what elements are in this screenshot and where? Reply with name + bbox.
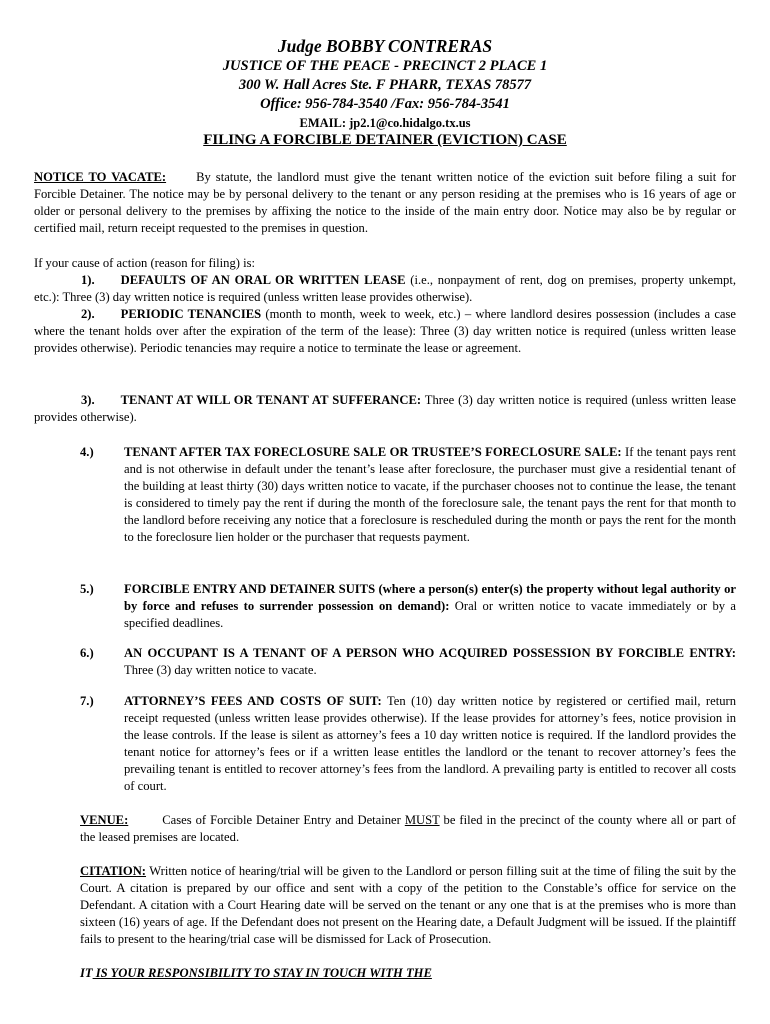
- cause-text: Oral or written notice to vacate immediately or by a specified deadlines.: [124, 599, 737, 631]
- cause-item: [124, 645, 736, 679]
- court-email: EMAIL: jp2.1@co.hidalgo.tx.us: [299, 116, 471, 130]
- court-phones: Office: 956-784-3540 /Fax: 956-784-3541: [260, 96, 510, 112]
- cause-item: [34, 392, 736, 426]
- citation-label: CITATION:: [80, 864, 147, 878]
- notice-label: NOTICE TO VACATE:: [34, 170, 167, 184]
- cause-number: 7.): [80, 694, 94, 708]
- cause-number: 6.): [80, 646, 94, 660]
- cause-item: [34, 272, 736, 306]
- cause-text: (month to month, week to week, etc.) – where landlord desires possession (includes a case where the tenant holds over after the expiration of the term of the lease): Three (3) day written notice is required (unless written lease provides otherwise). Periodic tenancies may require a notice to terminate the lease or agreement.: [34, 307, 736, 356]
- venue-text-end: be filed in the precinct of the county where all or part of the leased premises are located.: [80, 813, 736, 845]
- court-name: JUSTICE OF THE PEACE - PRECINCT 2 PLACE 1: [222, 58, 548, 74]
- responsibility-line: [80, 965, 736, 982]
- responsibility-text: IS YOUR RESPONSIBILITY TO STAY IN TOUCH WITH THE: [92, 966, 432, 980]
- cause-number: 3).: [81, 393, 95, 407]
- cause-title: TENANT AT WILL OR TENANT AT SUFFERANCE:: [120, 393, 422, 407]
- citation-paragraph: [80, 863, 736, 948]
- notice-paragraph: [34, 169, 736, 237]
- cause-intro: If your cause of action (reason for filing) is:: [34, 256, 256, 270]
- cause-text: If the tenant pays rent and is not otherwise in default under the tenant’s lease after foreclosure, the purchaser must give a residential tenant of the building at least thirty (30) days written notice to vacate, if the purchaser chooses not to continue the lease, the tenant is considered to timely pay the rent if during the month of the foreclosure sale, the tenant pays the rent for that month to the landlord before receiving any notice that a foreclosure is rescheduled during the month or pays the rent for the month to the foreclosure lien holder or the purchaser that requests payment.: [124, 445, 736, 545]
- cause-text: Ten (10) day written notice by registered or certified mail, return receipt requested (unless written lease provides otherwise). If the lease provides for attorney’s fees, notice provision in the lease controls. If the lease is silent as attorney’s fees a 10 day written notice is required. If the landlord provides the tenant notice for attorney’s fees or if a written lease entitles the landlord or the tenant to recover attorney’s fees the prevailing tenant is entitled to recover attorney’s fees from the landlord. A prevailing party is entitled to recover all costs of court.: [124, 694, 737, 794]
- venue-paragraph: [80, 812, 736, 846]
- cause-item: [124, 581, 736, 632]
- cause-number: 4.): [80, 445, 94, 459]
- venue-text: Cases of Forcible Detainer Entry and Detainer: [162, 813, 405, 827]
- cause-text: Three (3) day written notice is required (unless written lease provides otherwise).: [34, 393, 736, 425]
- cause-text: Three (3) day written notice to vacate.: [124, 663, 317, 678]
- cause-title: FORCIBLE ENTRY AND DETAINER SUITS (where a person(s) enter(s) the property without legal authority or by force and refuses to surrender possession on demand):: [124, 582, 736, 614]
- cause-item: [124, 693, 736, 796]
- notice-text: By statute, the landlord must give the tenant written notice of the eviction suit before filing a suit for Forcible Detainer. The notice may be by personal delivery to the tenant or any person residing at the premises who is 16 years of age or older or personal delivery to the premises by affixing the notice to the inside of the main entry door. Notice may also be by regular or certified mail, return receipt requested to the premises in question.: [34, 170, 737, 236]
- judge-name: Judge BOBBY CONTRERAS: [277, 36, 493, 56]
- citation-text: Written notice of hearing/trial will be given to the Landlord or person filling suit at the time of filing the suit by the Court. A citation is prepared by our office and sent with a copy of the petition to the Constable’s office for service on the Defendant. A citation with a Court Hearing date will be served on the tenant or any one that is at the premises who is more than sixteen (16) years of age. If the Defendant does not present on the Hearing date, a Default Judgment will be issued. If the plaintiff fails to present to the hearing/trial case will be dismissed for Lack of Prosecution.: [80, 864, 736, 947]
- cause-title: TENANT AFTER TAX FORECLOSURE SALE OR TRUSTEE’S FORECLOSURE SALE:: [124, 445, 622, 459]
- cause-title: DEFAULTS OF AN ORAL OR WRITTEN LEASE: [120, 273, 406, 287]
- court-address: 300 W. Hall Acres Ste. F PHARR, TEXAS 78577: [238, 77, 532, 93]
- cause-item: [34, 306, 736, 357]
- cause-number: 1).: [81, 273, 95, 287]
- cause-number: 2).: [81, 307, 95, 321]
- document-title: FILING A FORCIBLE DETAINER (EVICTION) CASE: [203, 132, 567, 148]
- cause-text: (i.e., nonpayment of rent, dog on premises, property unkempt, etc.): Three (3) day written notice is required (unless written lease provides otherwise).: [34, 273, 737, 305]
- cause-number: 5.): [80, 582, 94, 596]
- cause-title: PERIODIC TENANCIES: [120, 307, 262, 321]
- venue-must: MUST: [404, 813, 440, 827]
- venue-label: VENUE:: [80, 813, 129, 827]
- cause-item: [124, 444, 736, 547]
- cause-title: AN OCCUPANT IS A TENANT OF A PERSON WHO ACQUIRED POSSESSION BY FORCIBLE ENTRY:: [124, 646, 736, 660]
- responsibility-it: IT: [80, 966, 93, 980]
- cause-title: ATTORNEY’S FEES AND COSTS OF SUIT:: [124, 694, 382, 708]
